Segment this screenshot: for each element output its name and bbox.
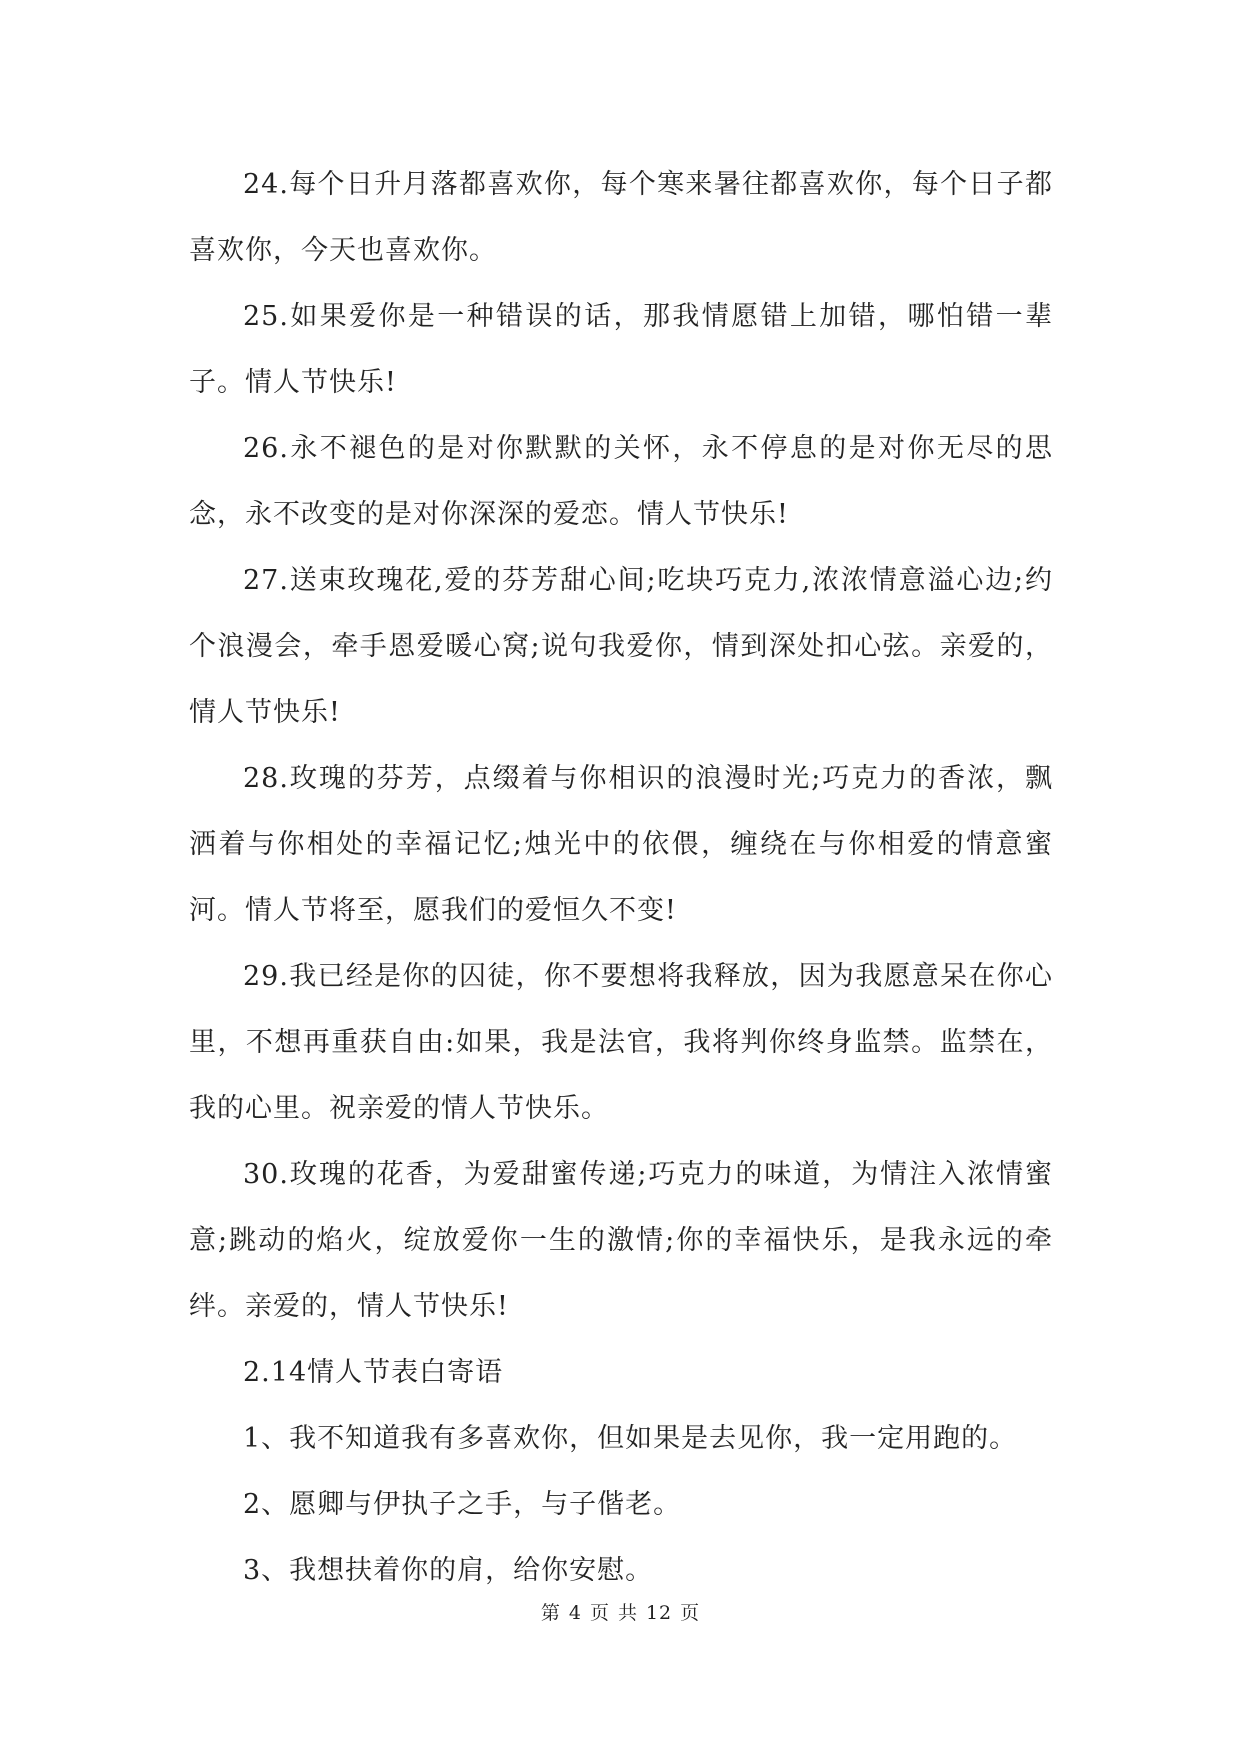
paragraph-24: 24.每个日升月落都喜欢你，每个寒来暑往都喜欢你，每个日子都喜欢你，今天也喜欢你。	[189, 169, 1053, 266]
list-item-1: 1、我不知道我有多喜欢你，但如果是去见你，我一定用跑的。	[243, 1423, 1018, 1454]
footer-suffix: 页	[680, 1602, 701, 1624]
footer-prefix: 第	[540, 1602, 561, 1624]
page-footer	[0, 1598, 1241, 1625]
footer-total-word: 共	[617, 1602, 638, 1624]
section-heading: 2.14情人节表白寄语	[243, 1357, 504, 1388]
footer-page-word: 页	[589, 1602, 610, 1624]
list-item-2: 2、愿卿与伊执子之手，与子偕老。	[243, 1489, 682, 1520]
paragraph-25: 25.如果爱你是一种错误的话，那我情愿错上加错，哪怕错一辈子。情人节快乐!	[189, 301, 1053, 398]
footer-current-page: 4	[568, 1602, 582, 1624]
paragraph-28: 28.玫瑰的芬芳，点缀着与你相识的浪漫时光;巧克力的香浓，飘洒着与你相处的幸福记忆;烛光中的依偎，缠绕在与你相爱的情意蜜河。情人节将至，愿我们的爱恒久不变!	[189, 763, 1053, 926]
paragraph-26: 26.永不褪色的是对你默默的关怀，永不停息的是对你无尽的思念，永不改变的是对你深深的爱恋。情人节快乐!	[189, 433, 1053, 530]
document-body	[189, 152, 1053, 1604]
paragraph-27: 27.送束玫瑰花,爱的芬芳甜心间;吃块巧克力,浓浓情意溢心边;约个浪漫会，牵手恩爱暖心窝;说句我爱你，情到深处扣心弦。亲爱的，情人节快乐!	[189, 565, 1053, 728]
list-item-3: 3、我想扶着你的肩，给你安慰。	[243, 1555, 654, 1586]
paragraph-30: 30.玫瑰的花香，为爱甜蜜传递;巧克力的味道，为情注入浓情蜜意;跳动的焰火，绽放爱你一生的激情;你的幸福快乐，是我永远的牵绊。亲爱的，情人节快乐!	[189, 1159, 1053, 1322]
paragraph-29: 29.我已经是你的囚徒，你不要想将我释放，因为我愿意呆在你心里，不想再重获自由:如果，我是法官，我将判你终身监禁。监禁在，我的心里。祝亲爱的情人节快乐。	[189, 961, 1053, 1124]
footer-total-pages: 12	[645, 1602, 673, 1624]
